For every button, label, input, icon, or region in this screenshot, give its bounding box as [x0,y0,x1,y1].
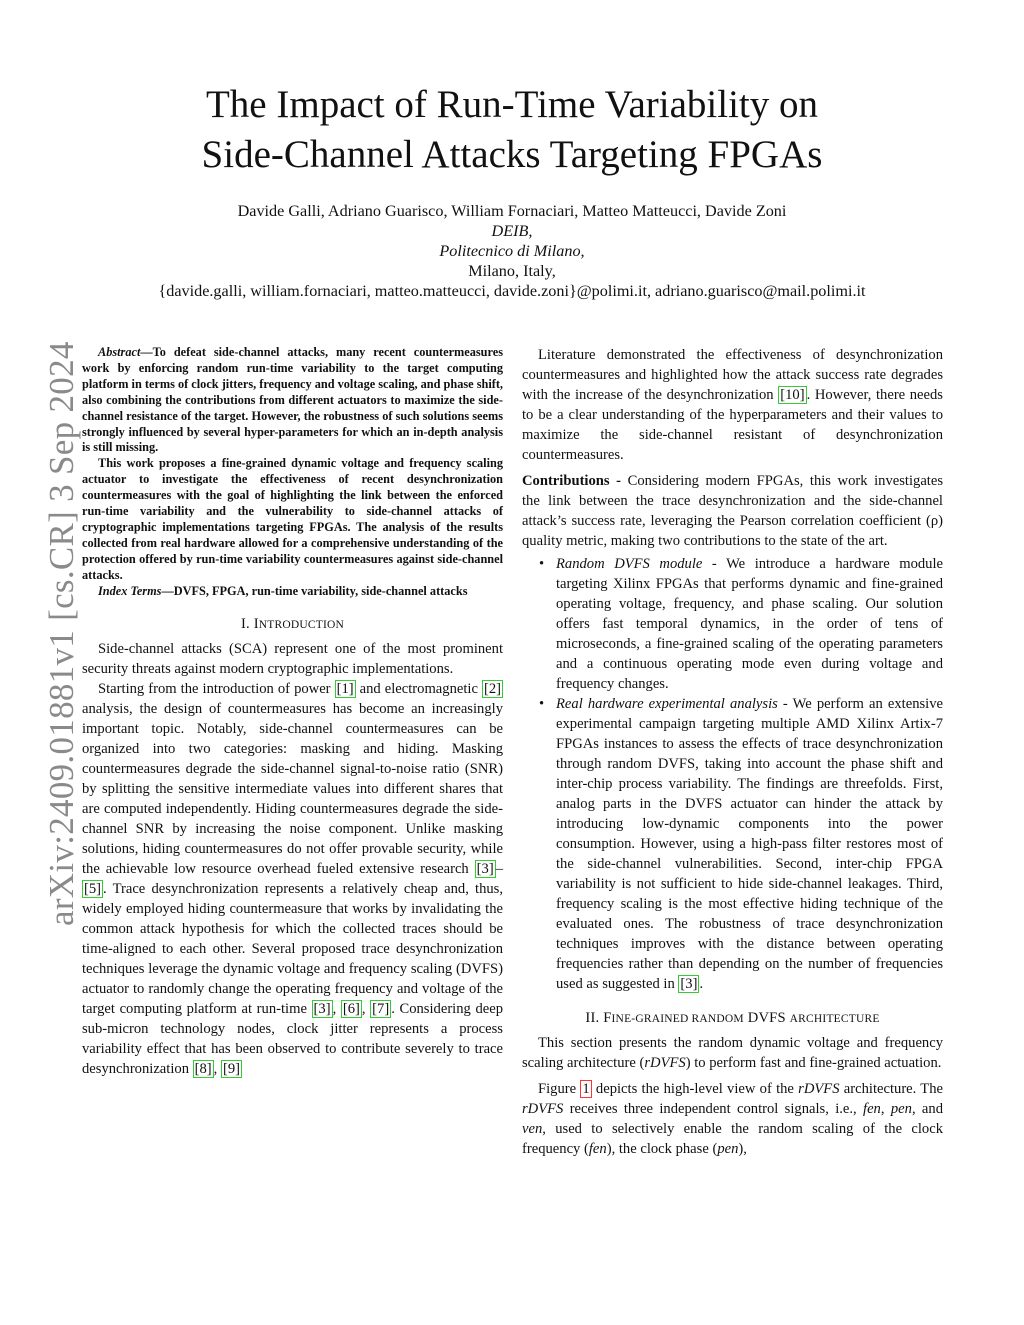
contribution-1-text: - We introduce a hardware module targeting Xilinx FPGAs that performs dynamic and fine-grained operating voltage, frequency, and phase scaling. Our solution offers fast temporal dynamics, in the order of tens of microseconds, a fine-grained scaling of the operating parameters and a continuous operating mode even during voltage and frequency changes. [556,556,943,692]
contributions [522,471,943,551]
contributions-lead: Contributions - [522,473,622,489]
section-2-mid: DVFS [743,1010,790,1026]
rdvfs-term: rDVFS [644,1055,686,1071]
comma-3: , [213,1060,221,1077]
figure-1-link[interactable]: 1 [582,1081,590,1097]
s2-p2-c: architecture. The [839,1081,943,1097]
right-p1-a: Literature demonstrated the effectiveness of desynchronization countermeasures and highlighted how the attack success rate degrades with the increase of the desynchronization [522,347,943,403]
citation-1[interactable]: [1] [336,680,354,697]
intro-p1: Side-channel attacks (SCA) represent one of the most prominent security threats against modern cryptographic implementations. [82,640,503,677]
section-1-heading [82,614,503,635]
right-column [522,345,943,1159]
contribution-2-lead: Real hardware experimental analysis [556,696,778,712]
citation-3b[interactable]: [3] [313,1000,331,1017]
intro-p2-d: . Trace desynchronization represents a relatively cheap and, thus, widely employed hiding countermeasure that works by invalidating the common attack hypothesis for which the collected traces should be time-aligned to each other. Several proposed trace desynchronization techniques leverage the dynamic voltage and frequency scaling (DVFS) actuator to randomly change the operating frequency and voltage of the target computing platform at run-time [82,880,503,1017]
section-2-num: II. F [585,1010,612,1026]
s2-p2-a: Figure [538,1081,581,1097]
author-names: Davide Galli, Adriano Guarisco, William Fornaciari, Matteo Matteucci, Davide Zoni [237,202,787,220]
section-1-num: I. I [240,615,259,632]
contribution-2-end: . [699,976,704,992]
section-2-p2 [522,1079,943,1159]
abstract-p1: Abstract—To defeat side-channel attacks, many recent countermeasures work by enforcing random run-time variability to the target computing platform in terms of clock jitters, frequency and voltage scaling, and phase shift, also combining the contributions from different actuators to maximize the side-channel resistance of the target. However, the robustness of such solutions seems strongly influenced by several hyper-parameters for which an in-depth analysis is still missing. [82,345,503,455]
right-p1 [522,345,943,465]
s2-p1-b: ) to perform fast and fine-grained actuation. [685,1055,942,1071]
intro-p2 [82,679,503,1079]
signal-pen-2: pen [717,1141,739,1157]
intro-p2-b: and electromagnetic [355,680,482,697]
title-line-1: The Impact of Run-Time Variability on [205,83,818,126]
comma-2: , [361,1000,371,1017]
contribution-item-1 [556,554,943,694]
index-terms-lead: Index Terms [98,583,162,598]
s2-p2-e: , used to selectively enable the random scaling of the clock frequency ( [522,1121,943,1157]
abstract [82,345,503,600]
citation-8[interactable]: [8] [194,1060,212,1077]
emails: {davide.galli, william.fornaciari, matteo.matteucci, davide.zoni}@polimi.it, adriano.guarisco@mail.polimi.it [158,282,866,300]
abstract-text-1: To defeat side-channel attacks, many recent countermeasures work by enforcing random run-time variability to the target computing platform in terms of clock jitters, frequency and voltage scaling, and phase shift, also combining the contributions from different actuators to maximize the side-channel resistance of the target. However, the robustness of such solutions seems strongly influenced by several hyper-parameters for which an in-depth analysis is still missing. [82,345,503,455]
signal-pen: pen [890,1101,912,1117]
rdvfs-term-3: rDVFS [522,1101,564,1117]
contribution-1-lead: Random DVFS module [556,556,703,572]
abstract-p2: This work proposes a fine-grained dynamic voltage and frequency scaling actuator to investigate the effectiveness of recent desynchronization countermeasures with the goal of highlighting the link between the enforced run-time variability and the vulnerability to side-channel attacks of cryptographic implementations targeting FPGAs. The analysis of the results collected from real hardware allowed for a comprehensive understanding of the protection offered by run-time variability countermeasures against side-channel attacks. [82,456,503,582]
comma-1: , [332,1000,341,1017]
s2-p1-a: This section presents the random dynamic voltage and frequency scaling architecture ( [522,1035,943,1071]
intro-p2-a: Starting from the introduction of power [98,680,335,697]
title-line-2: Side-Channel Attacks Targeting FPGAs [201,133,823,176]
s2-p2-g: ), [738,1141,747,1157]
department: DEIB, [491,222,533,240]
index-terms: Index Terms—DVFS, FPGA, run-time variability, side-channel attacks [98,583,468,598]
rdvfs-term-2: rDVFS [798,1081,840,1097]
signal-fen: fen [863,1101,881,1117]
section-2-heading [522,1008,943,1029]
citation-7[interactable]: [7] [372,1000,390,1017]
city: Milano, Italy, [468,262,556,280]
s2-p2-f: ), the clock phase ( [606,1141,718,1157]
contribution-list [522,554,943,994]
citation-10[interactable]: [10] [780,387,805,403]
citation-9[interactable]: [9] [222,1060,240,1077]
section-2-end: ARCHITECTURE [789,1013,880,1025]
intro-p2-c: analysis, the design of countermeasures has become an increasingly important topic. Notably, side-channel countermeasures can be organized into two categories: masking and hiding. Masking countermeasures degrade the side-channel signal-to-noise ratio (SNR) by splitting the sensitive intermediate values into different shares that are computed independently. Hiding countermeasures degrade the side-channel SNR by increasing the noise component. Unlike masking solutions, hiding countermeasures do not offer provable security, while the achievable low resource overhead fueled extensive research [82,700,503,877]
university: Politecnico di Milano, [439,242,585,260]
citation-2[interactable]: [2] [483,680,501,697]
right-p1-b: . However, there needs to be a clear understanding of the hyperparameters and their values to maximize the side-channel resistant of desynchronization countermeasures. [522,387,943,463]
left-column [82,345,503,1079]
s2-p2-b: depicts the high-level view of the [591,1081,799,1097]
s2-comma-2: , and [911,1101,943,1117]
citation-5[interactable]: [5] [84,880,102,897]
section-2-title: INE-GRAINED RANDOM [611,1013,744,1025]
index-terms-text: DVFS, FPGA, run-time variability, side-channel attacks [173,583,468,598]
contributions-text: Considering modern FPGAs, this work investigates the link between the trace desynchronization and the side-channel attack’s success rate, leveraging the Pearson correlation coefficient (ρ) quality metric, making two contributions to the state of the art. [522,473,944,549]
signal-fen-2: fen [588,1141,607,1157]
abstract-lead: Abstract [98,345,141,359]
citation-3c[interactable]: [3] [680,976,698,992]
paper-title [100,80,924,180]
s2-comma-1: , [880,1101,891,1117]
contribution-item-2 [556,694,943,994]
contribution-2-text: - We perform an extensive experimental campaign targeting multiple AMD Xilinx Artix-7 FPGAs instances to assess the effects of trace desynchronization through random DVFS, taking into account the phase shift and inter-chip process variability. The findings are threefolds. First, analog parts in the DVFS actuator can hinder the attack by introducing low-dynamic components into the power consumption. However, using a high-pass filter restores most of the side-channel vulnerabilities. Second, inter-chip FPGA variability is not sufficient to hide side-channel leakages. Third, frequency scaling is the most effective hiding technique of the evaluated ones. The robustness of trace desynchronization techniques improves with the distance between operating frequencies rather than depending on the number of frequencies used as suggested in [556,696,943,992]
citation-dash: – [495,860,503,877]
citation-3[interactable]: [3] [476,860,494,877]
s2-p2-d: receives three independent control signals, i.e., [563,1101,864,1117]
citation-6[interactable]: [6] [342,1000,360,1017]
signal-ven: ven [522,1121,543,1137]
section-2-p1 [522,1033,943,1073]
section-1-title: NTRODUCTION [258,618,345,631]
intro-p2-e: . Considering deep sub-micron technology nodes, clock jitter represents a process variability effect that has been observed to contribute severely to trace desynchronization [82,1000,503,1077]
author-block [80,201,944,301]
arxiv-stamp: arXiv:2409.01881v1 [cs.CR] 3 Sep 2024 [42,341,81,926]
